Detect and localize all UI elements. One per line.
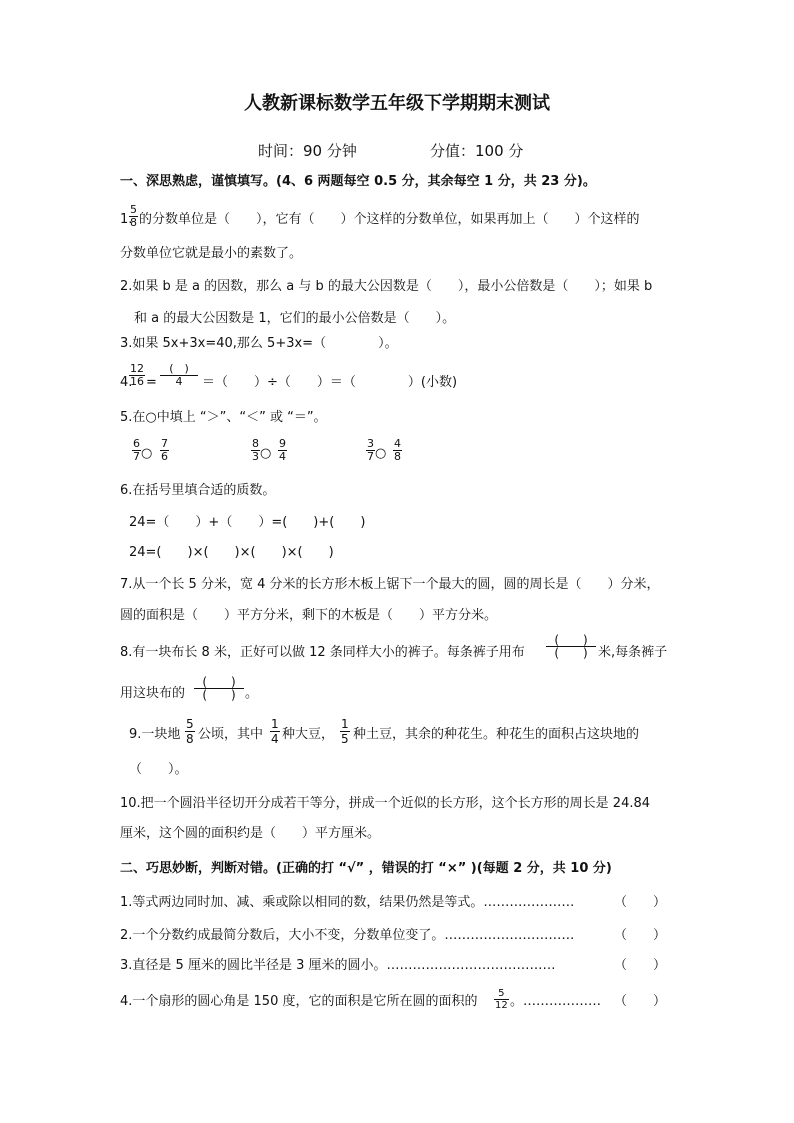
q9-f2-num: 1 — [271, 717, 279, 731]
judge4-frac-den: 12 — [495, 1000, 508, 1011]
q5-text: 5.在○中填上 “＞”、“＜” 或 “＝”。 — [120, 410, 327, 425]
q5-a3-den: 7 — [367, 450, 374, 463]
q9-line2: （ ）。 — [129, 762, 188, 777]
q1-line2: 分数单位它就是最小的素数了。 — [120, 246, 303, 261]
q1-frac-den: 8 — [130, 216, 137, 229]
q8-blank-fraction-2 — [194, 676, 244, 701]
judge-item-4-mark: （ ） — [614, 994, 667, 1009]
q5-a2 — [251, 438, 260, 463]
q2-line1: 2.如果 b 是 a 的因数，那么 a 与 b 的最大公因数是（ ），最小公倍数是（ ）；如果 b — [120, 279, 653, 294]
q3-text: 3.如果 5x+3x=40,那么 5+3x=（ ）。 — [120, 336, 398, 351]
q5-a3-num: 3 — [367, 437, 374, 450]
judge-item-4-tail: 。……………… — [510, 994, 602, 1009]
q8-line2: 用这块布的 — [120, 686, 186, 701]
q9-fraction-1 — [185, 717, 195, 746]
judge-item-2-mark: （ ） — [614, 928, 667, 943]
q9-fraction-3 — [340, 717, 350, 746]
q10-line2: 厘米，这个圆的面积约是（ ）平方厘米。 — [120, 826, 381, 841]
q5-b2-den: 4 — [279, 450, 286, 463]
judge4-frac-num: 5 — [494, 988, 509, 1000]
q4-rest: ＝（ ）÷（ ）＝（ ）(小数) — [202, 375, 458, 390]
q5-b1-num: 7 — [161, 437, 168, 450]
judge-item-2: 2.一个分数约成最简分数后，大小不变，分数单位变了。………………………… — [120, 928, 575, 943]
judge-item-4-fraction — [494, 988, 509, 1011]
q1-line1: 的分数单位是（ ），它有（ ）个这样的分数单位，如果再加上（ ）个这样的 — [139, 212, 640, 227]
q5-b2-num: 9 — [279, 437, 286, 450]
q1-frac-num: 5 — [130, 203, 137, 216]
section2-heading: 二、巧思妙断，判断对错。(正确的打 “√” ，错误的打 “×” )(每题 2 分，共 10 分) — [120, 861, 612, 876]
q4-f2-den: 4 — [175, 375, 183, 388]
q6-line2: 24=( )×( )×( )×( ) — [129, 545, 334, 560]
q8-blank1-den: ( ) — [554, 646, 588, 660]
q5-b1 — [160, 438, 169, 463]
q9-part-d: 种土豆，其余的种花生。种花生的面积占这块地的 — [353, 727, 640, 742]
q6-line1: 24=（ ）+（ ）=( )+( ) — [129, 515, 366, 530]
q9-f3-den: 5 — [341, 732, 349, 746]
judge-item-1: 1.等式两边同时加、减、乘或除以相同的数，结果仍然是等式。………………… — [120, 895, 575, 910]
q5-a3 — [366, 438, 375, 463]
judge-item-1-mark: （ ） — [614, 895, 667, 910]
q9-f2-den: 4 — [271, 732, 279, 746]
q5-a2-num: 8 — [252, 437, 259, 450]
q4-fraction-1 — [129, 363, 145, 388]
q4-f1-den: 16 — [130, 375, 144, 388]
q6-text: 6.在括号里填合适的质数。 — [120, 483, 276, 498]
q9-f3-num: 1 — [341, 717, 349, 731]
q1-fraction — [129, 204, 138, 229]
q5-circle-2: ○ — [260, 446, 272, 461]
page-title: 人教新课标数学五年级下学期期末测试 — [244, 93, 550, 114]
q4-equals: = — [146, 375, 157, 390]
q7-line2: 圆的面积是（ ）平方分米，剩下的木板是（ ）平方分米。 — [120, 608, 498, 623]
q9-part-c: 种大豆， — [282, 727, 335, 742]
q8-blank1-num: ( ) — [546, 634, 596, 647]
q5-b3-den: 8 — [394, 450, 401, 463]
q4-prefix: 4. — [120, 375, 133, 390]
time-label: 时间：90 分钟 — [258, 142, 357, 160]
q5-a1-num: 6 — [133, 437, 140, 450]
q1-prefix: 1. — [120, 212, 133, 227]
q10-line1: 10.把一个圆沿半径切开分成若干等分，拼成一个近似的长方形，这个长方形的周长是 24.84 — [120, 796, 651, 811]
judge-item-3: 3.直径是 5 厘米的圆比半径是 3 厘米的圆小。………………………………… — [120, 958, 556, 973]
q8-blank2-den: ( ) — [202, 688, 236, 702]
q9-part-b: 公顷，其中 — [198, 727, 264, 742]
q4-fraction-2 — [160, 363, 198, 388]
q5-a2-den: 3 — [252, 450, 259, 463]
q5-b3-num: 4 — [394, 437, 401, 450]
q5-circle-1: ○ — [141, 446, 153, 461]
score-label: 分值：100 分 — [430, 142, 524, 160]
q5-b1-den: 6 — [161, 450, 168, 463]
q9-f1-den: 8 — [186, 732, 194, 746]
judge-item-3-mark: （ ） — [614, 958, 667, 973]
q8-blank-fraction-1 — [546, 634, 596, 659]
q9-part-a: 9.一块地 — [129, 727, 181, 742]
q2-line2: 和 a 的最大公因数是 1，它们的最小公倍数是（ ）。 — [134, 311, 456, 326]
q7-line1: 7.从一个长 5 分米，宽 4 分米的长方形木板上锯下一个最大的圆，圆的周长是（ ）分米， — [120, 577, 660, 592]
q9-fraction-2 — [270, 717, 280, 746]
q5-circle-3: ○ — [375, 446, 387, 461]
section1-heading: 一、深思熟虑，谨慎填写。(4、6 两题每空 0.5 分，其余每空 1 分，共 23 分)。 — [120, 174, 596, 189]
q4-f2-num: ( ) — [160, 363, 198, 376]
q8-line1-a: 8.有一块布长 8 米，正好可以做 12 条同样大小的裤子。每条裤子用布 — [120, 645, 525, 660]
q5-b3 — [393, 438, 402, 463]
judge-item-4: 4.一个扇形的圆心角是 150 度，它的面积是它所在圆的面积的 — [120, 994, 478, 1009]
q8-line1-b: 米,每条裤子 — [598, 645, 668, 660]
q5-b2 — [278, 438, 287, 463]
q9-f1-num: 5 — [186, 717, 194, 731]
q8-line2-end: 。 — [245, 686, 259, 701]
q5-a1 — [132, 438, 141, 463]
q4-f1-num: 12 — [130, 362, 144, 375]
q8-blank2-num: ( ) — [194, 676, 244, 689]
q5-a1-den: 7 — [133, 450, 140, 463]
